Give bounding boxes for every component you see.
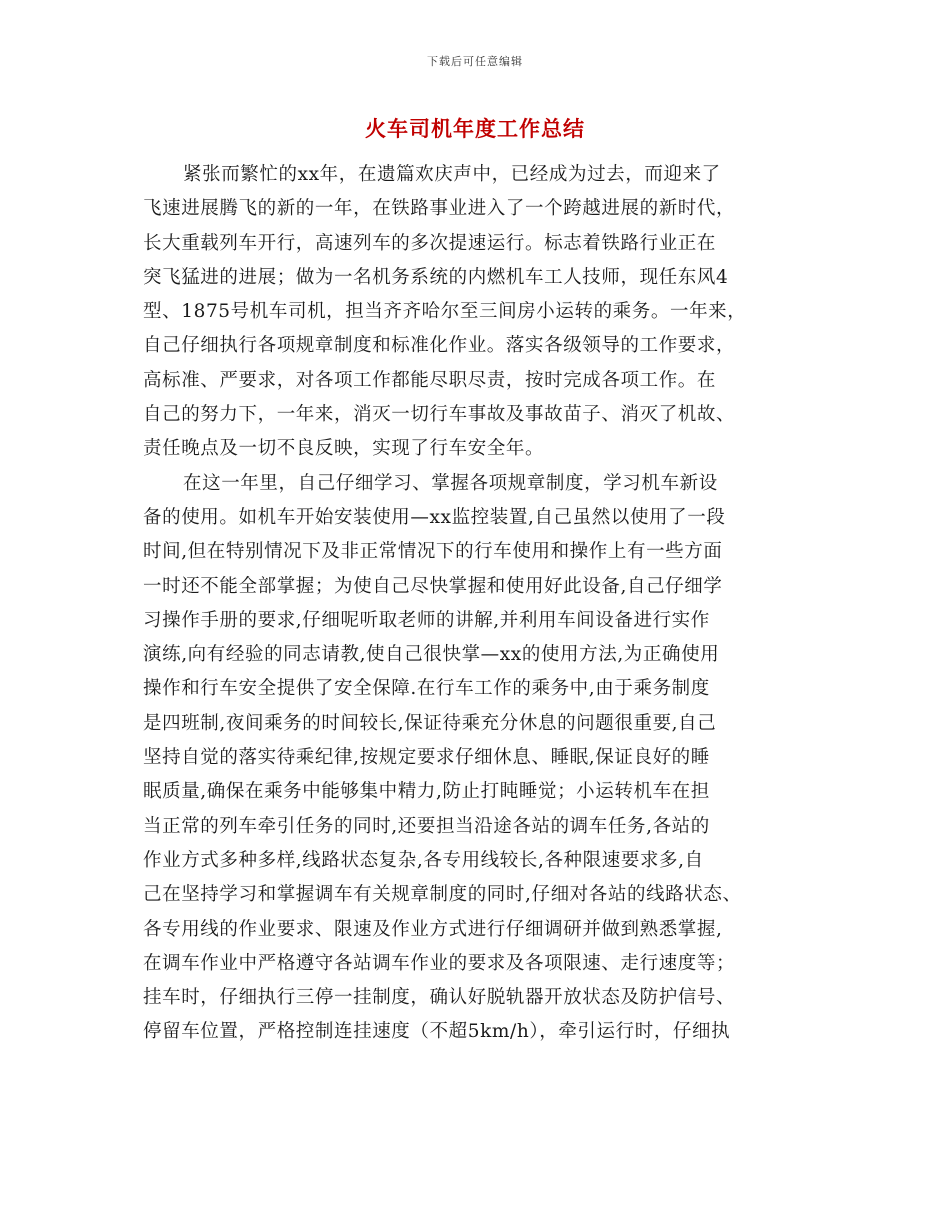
- body-line: 己在坚持学习和掌握调车有关规章制度的同时,仔细对各站的线路状态、: [143, 884, 742, 906]
- body-line: 自己仔细执行各项规章制度和标准化作业。落实各级领导的工作要求，: [143, 335, 736, 357]
- body-line: 备的使用。如机车开始安装使用—xx监控装置,自己虽然以使用了一段: [143, 506, 726, 528]
- body-line: 作业方式多种多样,线路状态复杂,各专用线较长,各种限速要求多,自: [143, 849, 704, 871]
- body-line: 长大重载列车开行，高速列车的多次提速运行。标志着铁路行业正在: [143, 232, 717, 254]
- body-line: 习操作手册的要求,仔细呢听取老师的讲解,并利用车间设备进行实作: [143, 609, 710, 631]
- document-title: 火车司机年度工作总结: [365, 116, 585, 141]
- body-line: 在这一年里，自己仔细学习、掌握各项规章制度，学习机车新设: [183, 472, 718, 494]
- body-line: 是四班制,夜间乘务的时间较长,保证待乘充分休息的问题很重要,自己: [143, 712, 717, 734]
- body-line: 当正常的列车牵引任务的同时,还要担当沿途各站的调车任务,各站的: [143, 815, 710, 837]
- body-line: 一时还不能全部掌握；为使自己尽快掌握和使用好此设备,自己仔细学: [143, 575, 723, 597]
- body-line: 型、1875号机车司机，担当齐齐哈尔至三间房小运转的乘务。一年来，: [143, 301, 747, 323]
- header-note: 下载后可任意编辑: [427, 55, 523, 68]
- body-line: 高标准、严要求，对各项工作都能尽职尽责，按时完成各项工作。在: [143, 369, 717, 391]
- body-line: 突飞猛进的进展；做为一名机务系统的内燃机车工人技师，现任东风4: [143, 266, 729, 288]
- body-line: 在调车作业中严格遵守各站调车作业的要求及各项限速、走行速度等；: [143, 952, 736, 974]
- body-line: 飞速进展腾飞的新的一年，在铁路事业进入了一个跨越进展的新时代，: [143, 198, 736, 220]
- body-line: 演练,向有经验的同志请教,使自己很快掌—xx的使用方法,为正确使用: [143, 644, 720, 666]
- body-line: 自己的努力下，一年来，消灭一切行车事故及事故苗子、消灭了机故、: [143, 404, 736, 426]
- body-line: 时间,但在特别情况下及非正常情况下的行车使用和操作上有一些方面: [143, 541, 723, 563]
- document-body: [143, 158, 823, 1050]
- body-line: 眠质量,确保在乘务中能够集中精力,防止打盹睡觉；小运转机车在担: [143, 781, 710, 803]
- body-line: 坚持自觉的落实待乘纪律,按规定要求仔细休息、睡眠,保证良好的睡: [143, 747, 710, 769]
- body-line: 紧张而繁忙的xx年，在遗篇欢庆声中，已经成为过去，而迎来了: [183, 164, 721, 185]
- body-line: 责任晚点及一切不良反映，实现了行车安全年。: [143, 438, 545, 460]
- body-line: 挂车时，仔细执行三停一挂制度，确认好脱轨器开放状态及防护信号、: [143, 987, 736, 1009]
- body-line: 各专用线的作业要求、限速及作业方式进行仔细调研并做到熟悉掌握,: [143, 918, 723, 940]
- body-line: 停留车位置，严格控制连挂速度（不超5km/h），牵引运行时，仔细执: [143, 1021, 731, 1043]
- body-line: 操作和行车安全提供了安全保障.在行车工作的乘务中,由于乘务制度: [143, 678, 710, 700]
